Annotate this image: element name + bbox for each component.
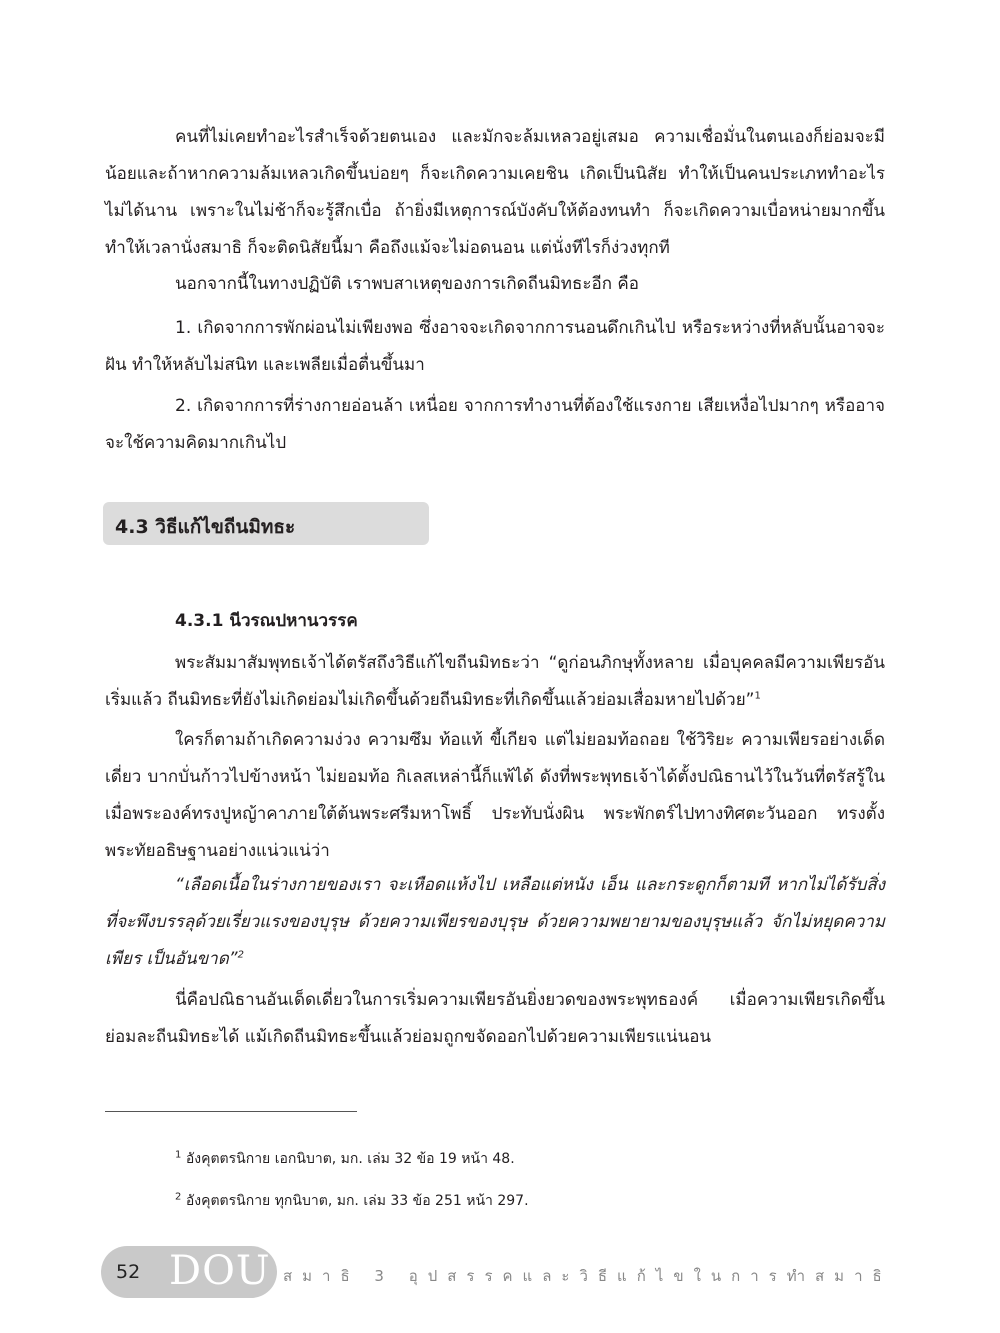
- paragraph-4-text: 2. เกิดจากการที่ร่างกายอ่อนล้า เหนื่อย จากการทำงานที่ต้องใช้แรงกาย เสียเหงื่อไปมากๆ หรืออาจจะใช้ความคิดมากเกินไป: [105, 396, 885, 453]
- dou-logo: DOU: [169, 1248, 271, 1294]
- page-number: 52: [116, 1261, 141, 1283]
- quote-text: “เลือดเนื้อในร่างกายของเรา จะเหือดแห้งไป เหลือแต่หนัง เอ็น และกระดูกก็ตามที หากไม่ได้รับสิ่งที่จะพึงบรรลุด้วยเรี่ยวแรงของบุรุษ ด้วยความเพียรของบุรุษ ด้วยความพยายามของบุรุษแล้ว จักไม่หยุดความเพียร เป็นอันขาด”: [105, 875, 885, 969]
- paragraph-7: [105, 982, 885, 1056]
- paragraph-6: [105, 722, 885, 870]
- footnote-1-number: 1: [175, 1149, 182, 1161]
- footnote-1: [175, 1148, 515, 1170]
- footnote-divider: [105, 1111, 357, 1112]
- footnote-ref-1[interactable]: 1: [754, 690, 761, 702]
- footnote-2-text: อังคุตตรนิกาย ทุกนิบาต, มก. เล่ม 33 ข้อ 251 หน้า 297.: [185, 1193, 529, 1209]
- paragraph-3-text: 1. เกิดจากการพักผ่อนไม่เพียงพอ ซึ่งอาจจะเกิดจากการนอนดึกเกินไป หรือระหว่างที่หลับนั้นอาจจะฝัน ทำให้หลับไม่สนิท และเพลียเมื่อตื่นขึ้นมา: [105, 318, 885, 375]
- footer-badge: [101, 1246, 277, 1298]
- section-heading-box: [103, 502, 429, 545]
- section-heading: 4.3 วิธีแก้ไขถีนมิทธะ: [115, 516, 296, 538]
- paragraph-6-text: ใครก็ตามถ้าเกิดความง่วง ความซึม ท้อแท้ ขี้เกียจ แต่ไม่ยอมท้อถอย ใช้วิริยะ ความเพียรอย่างเด็ดเดี่ยว บากบั่นก้าวไปข้างหน้า ไม่ยอมท้อ กิเลสเหล่านี้ก็แพ้ได้ ดังที่พระพุทธเจ้าได้ตั้งปณิธานไว้ในวันที่ตรัสรู้ในเมื่อพระองค์ทรงปูหญ้าคาภายใต้ต้นพระศรีมหาโพธิ์ ประทับนั่งผิน พระพักตร์ไปทางทิศตะวันออก ทรงตั้งพระทัยอธิษฐานอย่างแน่วแน่ว่า: [105, 730, 885, 861]
- quote-paragraph: [105, 867, 885, 978]
- paragraph-1-text: คนที่ไม่เคยทำอะไรสำเร็จด้วยตนเอง และมักจะล้มเหลวอยู่เสมอ ความเชื่อมั่นในตนเองก็ย่อมจะมีน้อยและถ้าหากความล้มเหลวเกิดขึ้นบ่อยๆ ก็จะเกิดความเคยชิน เกิดเป็นนิสัย ทำให้เป็นคนประเภททำอะไรไม่ได้นาน เพราะในไม่ช้าก็จะรู้สึกเบื่อ ถ้ายิ่งมีเหตุการณ์บังคับให้ต้องทนทำ ก็จะเกิดความเบื่อหน่ายมากขึ้น ทำให้เวลานั่งสมาธิ ก็จะติดนิสัยนี้มา คือถึงแม้จะไม่อดนอน แต่นั่งทีไรก็ง่วงทุกที: [105, 127, 885, 258]
- footnote-2: [175, 1190, 529, 1212]
- paragraph-4: [105, 388, 885, 462]
- running-title: สมาธิ 3 อุปสรรคและวิธีแก้ไขในการทำสมาธิ: [283, 1267, 892, 1285]
- paragraph-2: [105, 266, 885, 303]
- footnote-2-number: 2: [175, 1191, 182, 1203]
- paragraph-7-text: นี่คือปณิธานอันเด็ดเดี่ยวในการเริ่มความเพียรอันยิ่งยวดของพระพุทธองค์ เมื่อความเพียรเกิดขึ้นย่อมละถีนมิทธะได้ แม้เกิดถีนมิทธะขึ้นแล้วย่อมถูกขจัดออกไปด้วยความเพียรแน่นอน: [105, 990, 885, 1047]
- paragraph-2-text: นอกจากนี้ในทางปฏิบัติ เราพบสาเหตุของการเกิดถีนมิทธะอีก คือ: [175, 274, 639, 294]
- paragraph-5-text: พระสัมมาสัมพุทธเจ้าได้ตรัสถึงวิธีแก้ไขถีนมิทธะว่า “ดูก่อนภิกษุทั้งหลาย เมื่อบุคคลมีความเพียรอันเริ่มแล้ว ถีนมิทธะที่ยังไม่เกิดย่อมไม่เกิดขึ้นด้วยถีนมิทธะที่เกิดขึ้นแล้วย่อมเสื่อมหายไปด้วย”: [105, 653, 885, 710]
- paragraph-5: [105, 645, 885, 719]
- footnote-ref-2[interactable]: 2: [237, 949, 244, 961]
- paragraph-1: [105, 119, 885, 267]
- footnote-1-text: อังคุตตรนิกาย เอกนิบาต, มก. เล่ม 32 ข้อ 19 หน้า 48.: [185, 1151, 515, 1167]
- subsection-heading: 4.3.1 นีวรณปหานวรรค: [175, 611, 358, 631]
- paragraph-3: [105, 310, 885, 384]
